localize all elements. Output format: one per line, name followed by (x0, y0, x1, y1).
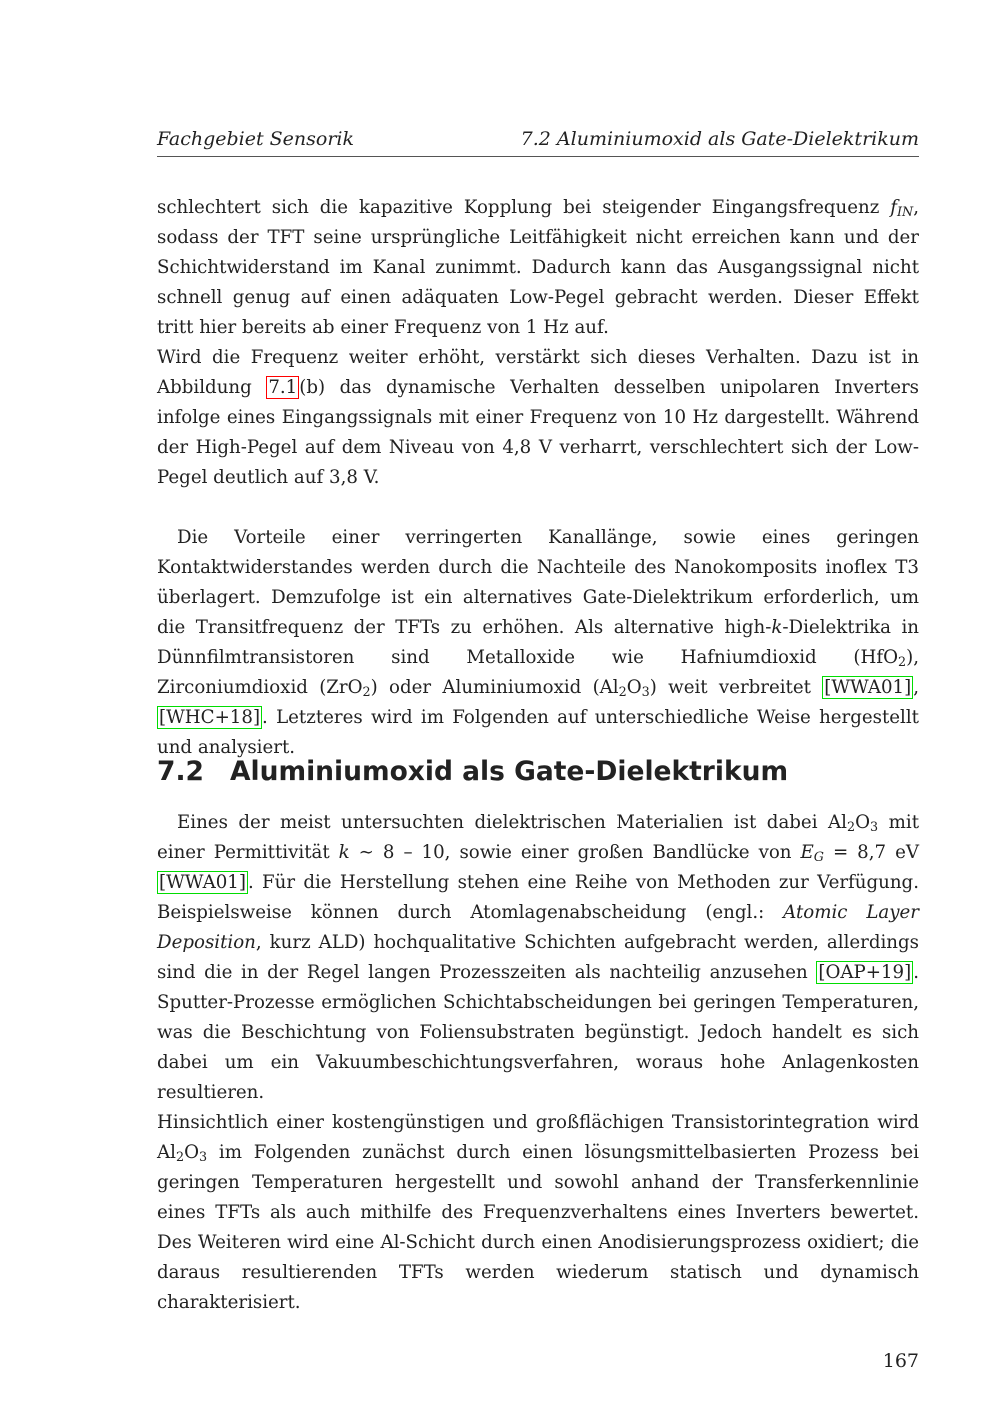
paragraph-3: Die Vorteile einer verringerten Kanallänge, sowie eines geringen Kontaktwiderstandes werden durch die Nachteile des Nanokomposits inoflex T3 überlagert. Demzufolge ist ein alternatives Gate-Dielektrikum erforderlich, um die Transitfrequenz der TFTs zu erhöhen. Als alternative high-k-Dielektrika in Dünnfilmtransistoren sind Metalloxide wie Hafniumdioxid (HfO$_2$), Zirconiumdioxid (ZrO$_2$) oder Aluminiumoxid $(Al_2O_3)$ weit verbreitet [WWA01] ,[WHC+18] . Letzteres wird im Folgenden auf unterschiedliche Weise hergestellt und analysiert. (157, 527, 919, 758)
symbol-e: E (800, 842, 814, 863)
paragraph-4: Eines der meist untersuchten dielektrischen Materialien ist dabei $Al_2O_3$ mit einer Permittivität k ∼ 8 – 10, sowie einer großen Bandlücke von $E_G = 8,7$ eV [WWA01] . Für die Herstellung stehen eine Reihe von Methoden zur Verfügung. Beispielsweise können durch Atomlagenabscheidung (engl.: Atomic Layer Deposition, kurz ALD) hochqualitative Schichten aufgebracht werden, allerdings sind die in der Regel langen Prozesszeiten als nachteilig anzusehen [OAP+19] . Sputter-Prozesse ermöglichen Schichtabscheidungen bei geringen Temperaturen, was die Beschichtung von Foliensubstraten begünstigt. Jedoch handelt es sich dabei um ein Vakuumbeschichtungsverfahren, woraus hohe Anlagenkosten resultieren. (157, 812, 920, 1103)
section-heading (157, 756, 919, 787)
body-text-section (157, 808, 919, 1318)
figure-ref-link[interactable]: 7.1 (268, 377, 298, 398)
citation-link-oap19[interactable]: [OAP+19] (818, 962, 912, 983)
page-number: 167 (882, 1350, 919, 1372)
subscript-g: G (813, 850, 824, 866)
header-section-title: 7.2 Aluminiumoxid als Gate-Dielektrikum (520, 128, 919, 150)
symbol-f: f (890, 197, 898, 218)
citation-link-whc18[interactable]: [WHC+18] (159, 707, 261, 728)
symbol-k: k (338, 842, 350, 863)
running-header (157, 128, 919, 157)
section-title: Aluminiumoxid als Gate-Dielektrikum (230, 756, 789, 787)
symbol-k: k (771, 617, 783, 638)
body-text-top (157, 193, 919, 763)
citation-link-wwa01[interactable]: [WWA01] (824, 677, 912, 698)
paragraph-5: Hinsichtlich einer kostengünstigen und großflächigen Transistorintegration wird $Al_2O_3$ im Folgenden zunächst durch einen lösungsmittelbasierten Prozess bei geringen Temperaturen hergestellt und sowohl anhand der Transferkennlinie eines TFTs als auch mithilfe des Frequenzverhaltens eines Inverters bewertet. Des Weiteren wird eine Al-Schicht durch einen Anodisierungsprozess oxidiert; die daraus resultierenden TFTs werden wiederum statisch und dynamisch charakterisiert. (157, 1112, 919, 1313)
citation-link-wwa01[interactable]: [WWA01] (159, 872, 246, 893)
paragraph-1: schlechtert sich die kapazitive Kopplung bei steigender Eingangsfrequenz $f_{IN}$, sodass der TFT seine ursprüngliche Leitfähigkeit nicht erreichen kann und der Schichtwiderstand im Kanal zunimmt. Dadurch kann das Ausgangssignal nicht schnell genug auf einen adäquaten Low-Pegel gebracht werden. Dieser Effekt tritt hier bereits ab einer Frequenz von 1 Hz auf. (157, 197, 919, 338)
header-chapter-name: Fachgebiet Sensorik (157, 128, 355, 150)
section-number: 7.2 (157, 756, 204, 787)
italic-term: Atomic Layer Deposition (157, 902, 919, 953)
paragraph-2: Wird die Frequenz weiter erhöht, verstärkt sich dieses Verhalten. Dazu ist in Abbildung 7.1 (b) das dynamische Verhalten desselben unipolaren Inverters infolge eines Eingangssignals mit einer Frequenz von 10 Hz dargestellt. Während der High-Pegel auf dem Niveau von 4,8 V verharrt, verschlechtert sich der Low-Pegel deutlich auf 3,8 V. (157, 347, 920, 488)
subscript-in: IN (897, 205, 914, 221)
